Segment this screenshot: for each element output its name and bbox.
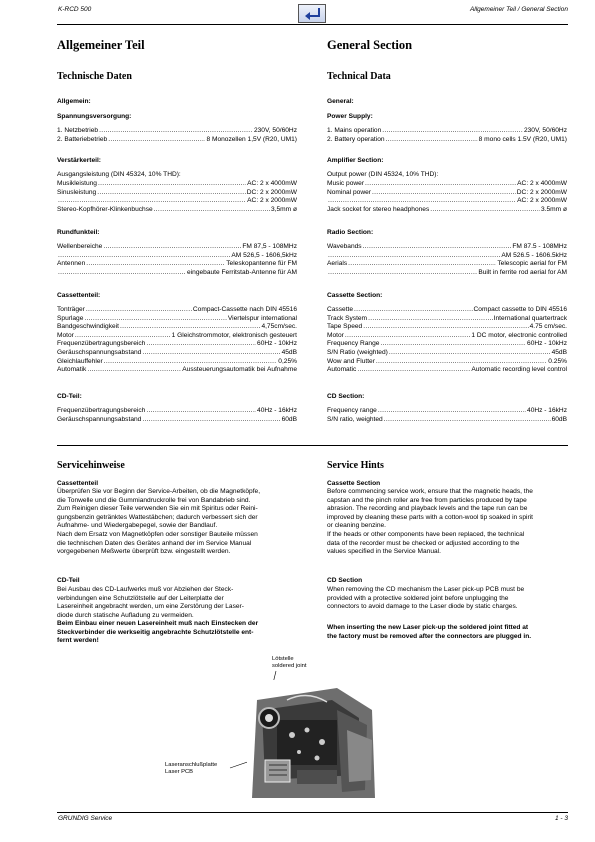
section-title-en: General Section	[327, 38, 413, 52]
general-head-en: General:	[327, 98, 354, 105]
solder-joint-caption: Lötstelle soldered joint	[272, 656, 307, 669]
spec-value: 60dB	[281, 415, 297, 423]
cass-head-en: Cassette Section:	[327, 292, 383, 299]
text-line: Before commencing service work, ensure that the magnetic heads, the	[327, 488, 533, 495]
spec-label: Aerials	[327, 260, 348, 268]
spec-value: 60Hz - 10kHz	[527, 340, 567, 348]
header-left: K-RCD 500	[58, 6, 92, 13]
amp-intro-en: Output power (DIN 45324, 10% THD):	[327, 171, 439, 178]
spec-label: Spurlage	[57, 314, 84, 322]
spec-value: Automatic recording level control	[471, 366, 567, 374]
spec-label: Track System	[327, 314, 368, 322]
spec-label: 2. Batteriebetrieb	[57, 135, 108, 143]
spec-value: Compact cassette to DIN 45516	[473, 306, 567, 313]
spec-value: 1 DC motor, electronic controlled	[471, 331, 567, 339]
spec-label: Frequency range	[327, 407, 377, 414]
text-line: gungsbenzin getränktes Wattestäbchen; dadurch verbessert sich der	[57, 513, 258, 521]
power-head-de: Spannungsversorgung:	[57, 113, 132, 120]
spec-label: 2. Battery operation	[327, 135, 385, 143]
spec-value: DC: 2 x 2000mW	[516, 188, 567, 196]
spec-value: DC: 2 x 2000mW	[246, 188, 297, 196]
spec-label: Frequenzübertragungsbereich	[57, 340, 146, 348]
laser-pcb-photo	[247, 680, 377, 800]
laser-pcb-caption: Laseranschlußplatte Laser PCB	[165, 762, 218, 775]
footer-right: 1 - 3	[554, 815, 568, 822]
spec-value: FM 87.5 - 108MHz	[512, 243, 567, 250]
text-line: die Tonwelle und die Gummiandruckrolle frei von Bandabrieb sind.	[57, 496, 251, 504]
spec-value: International quartertrack	[493, 314, 567, 322]
footer-divider	[57, 812, 568, 813]
spec-value: 230V, 50/60Hz	[523, 127, 567, 134]
spec-value: Telescopic aerial for FM	[497, 260, 567, 268]
spec-value: Viertelspur international	[227, 314, 297, 322]
spec-label: Antennen	[57, 260, 86, 268]
service-title-en: Service Hints	[327, 460, 384, 471]
spec-value: AM 526,5 - 1606,5kHz	[231, 251, 297, 259]
svc-cd-head-en: CD Section	[327, 577, 363, 584]
text-line: verbindungen eine Schutzlötstelle auf der Leiterplatte der	[57, 594, 224, 602]
spec-value: 8 mono cells 1.5V (R20, UM1)	[478, 135, 567, 143]
text-line: Aufnahme- und Wiedergabepegel, sowie der Bandlauf.	[57, 522, 218, 530]
laser-pcb-picture	[247, 680, 377, 800]
spec-value: 3,5mm ø	[270, 205, 297, 213]
text-line: abrasion. The recording and playback levels and the tape run can be	[327, 505, 528, 513]
spec-label: Music power	[327, 180, 365, 187]
cd-head-en: CD Section:	[327, 393, 365, 400]
spec-value: 1 Gleichstrommotor, elektronisch gesteuert	[171, 331, 297, 339]
spec-label: Wellenbereiche	[57, 243, 103, 250]
spec-value: 60Hz - 10kHz	[257, 340, 297, 348]
text-line: values specified in the Service Manual.	[327, 548, 441, 556]
spec-label: Motor	[57, 331, 74, 339]
text-line: die technischen Daten des Gerätes anhand der im Service Manual	[57, 539, 252, 547]
spec-label: 1. Netzbetrieb	[57, 127, 99, 134]
svc-cass-head-en: Cassette Section	[327, 480, 381, 487]
text-line: Zum Reinigen dieser Teile verwenden Sie ein mit Spiritus oder Reini-	[57, 505, 258, 513]
text-line: the factory must be removed after the connectors are plugged in.	[327, 632, 532, 640]
text-line: data of the recorder must be checked or adjusted according to the	[327, 539, 520, 547]
spec-label: Gleichlauffehler	[57, 357, 103, 365]
text-line: fernt werden!	[57, 637, 99, 645]
text-line: connectors to avoid damage to the Laser diode by static charges.	[327, 603, 518, 611]
spec-label: Cassette	[327, 306, 354, 313]
spec-value: 0,25%	[278, 357, 297, 365]
text-line: Nach dem Ersatz von Magnetköpfen oder sonstiger Bauteile müssen	[57, 530, 258, 538]
spec-label: Frequency Range	[327, 340, 380, 348]
text-line: Beim Einbau einer neuen Lasereinheit muß nach Einstecken der	[57, 620, 259, 627]
text-line: capstan and the pinch roller are free from particles produced by tape	[327, 496, 527, 504]
tech-title-de: Technische Daten	[57, 71, 132, 82]
spec-label: Nominal power	[327, 188, 371, 196]
spec-label: Wavebands	[327, 243, 362, 250]
cd-head-de: CD-Teil:	[57, 393, 82, 400]
text-line: If the heads or other components have been replaced, the technical	[327, 530, 525, 538]
spec-label: Musikleistung	[57, 180, 97, 187]
text-line: provided with a protective soldered joint before unplugging the	[327, 594, 509, 602]
section-title-de: Allgemeiner Teil	[57, 38, 145, 52]
spec-value: 40Hz - 16kHz	[257, 407, 297, 414]
text-line: Steckverbinder die werkseitig angebrachte Schutzlötstelle ent-	[57, 628, 254, 636]
spec-label: Wow and Flutter	[327, 357, 375, 365]
spec-value: Compact-Cassette nach DIN 45516	[192, 306, 297, 313]
spec-value: Aussteuerungsautomatik bei Aufnahme	[182, 366, 297, 374]
cass-head-de: Cassettenteil:	[57, 292, 101, 299]
spec-label: Bandgeschwindigkeit	[57, 323, 119, 331]
spec-value: AC: 2 x 4000mW	[247, 180, 297, 187]
spec-value: 45dB	[551, 349, 567, 356]
text-line: Überprüfen Sie vor Beginn der Service-Arbeiten, ob die Magnetköpfe,	[57, 488, 261, 495]
header-right: Allgemeiner Teil / General Section	[469, 6, 568, 13]
text-line: When removing the CD mechanism the Laser pick-up PCB must be	[327, 586, 525, 593]
text-line: diode durch statische Aufladung zu vermeiden.	[57, 611, 194, 619]
text-line: improved by cleaning these parts with a cotton-wool tip soaked in spirit	[327, 513, 533, 521]
text-line: vorgegebenen Meßwerte überprüft bzw. eingestellt werden.	[57, 548, 231, 556]
spec-value: 230V, 50/60Hz	[253, 127, 297, 134]
text-line: When inserting the new Laser pick-up the soldered joint fitted at	[327, 624, 529, 631]
spec-label: 1. Mains operation	[327, 127, 382, 134]
text-line: Lasereinheit angebracht werden, um eine Zerstörung der Laser-	[57, 603, 244, 611]
tech-title-en: Technical Data	[327, 71, 391, 82]
spec-value: 45dB	[281, 349, 297, 356]
spec-label: Tape Speed	[327, 323, 363, 331]
spec-value: FM 87,5 - 108MHz	[242, 243, 297, 250]
spec-label: Tonträger	[57, 306, 85, 313]
spec-value: AC: 2 x 4000mW	[517, 180, 567, 187]
power-head-en: Power Supply:	[327, 113, 373, 120]
spec-label: Stereo-Kopfhörer-Klinkenbuchse	[57, 205, 153, 213]
general-head-de: Allgemein:	[57, 98, 91, 105]
text-line: Bei Ausbau des CD-Laufwerks muß vor Abziehen der Steck-	[57, 586, 234, 593]
amp-intro-de: Ausgangsleistung (DIN 45324, 10% THD):	[57, 171, 181, 178]
spec-label: Automatic	[327, 366, 357, 374]
svc-cass-head-de: Cassettenteil	[57, 480, 99, 487]
spec-label: Motor	[327, 331, 344, 339]
spec-label: Sinusleistung	[57, 188, 97, 196]
spec-label: S/N Ratio (weighted)	[327, 349, 388, 356]
footer-left: GRUNDIG Service	[58, 815, 113, 822]
radio-head-en: Radio Section:	[327, 229, 374, 236]
amp-head-de: Verstärkerteil:	[57, 157, 101, 164]
spec-label: Automatik	[57, 366, 87, 374]
spec-value: AC: 2 x 2000mW	[247, 197, 297, 205]
spec-value: 40Hz - 16kHz	[527, 407, 567, 414]
spec-value: 60dB	[551, 415, 567, 423]
svc-cd-head-de: CD-Teil	[57, 577, 80, 584]
spec-value: 4.75 cm/sec.	[529, 323, 567, 331]
spec-value: 3.5mm ø	[540, 205, 567, 213]
spec-value: eingebaute Ferritstab-Antenne für AM	[187, 268, 297, 276]
spec-label: Geräuschspannungsabstand	[57, 415, 142, 423]
amp-head-en: Amplifier Section:	[327, 157, 384, 164]
spec-label: S/N ratio, weighted	[327, 415, 383, 423]
spec-value: 4,75cm/sec.	[261, 323, 297, 331]
spec-value: Built in ferrite rod aerial for AM	[478, 268, 567, 276]
spec-label: Jack socket for stereo headphones	[327, 205, 430, 213]
spec-value: 0.25%	[548, 357, 567, 365]
spec-value: Teleskopantenne für FM	[226, 260, 297, 268]
radio-head-de: Rundfunkteil:	[57, 229, 100, 236]
spec-value: AM 526.5 - 1606.5kHz	[501, 251, 567, 259]
spec-value: 8 Monozellen 1,5V (R20, UM1)	[206, 135, 297, 143]
text-line: or cleaning benzine.	[327, 522, 387, 530]
spec-label: Frequenzübertragungsbereich	[57, 407, 146, 414]
spec-label: Geräuschspannungsabstand	[57, 349, 142, 356]
spec-value: AC: 2 x 2000mW	[517, 197, 567, 205]
service-title-de: Servicehinweise	[57, 460, 125, 471]
